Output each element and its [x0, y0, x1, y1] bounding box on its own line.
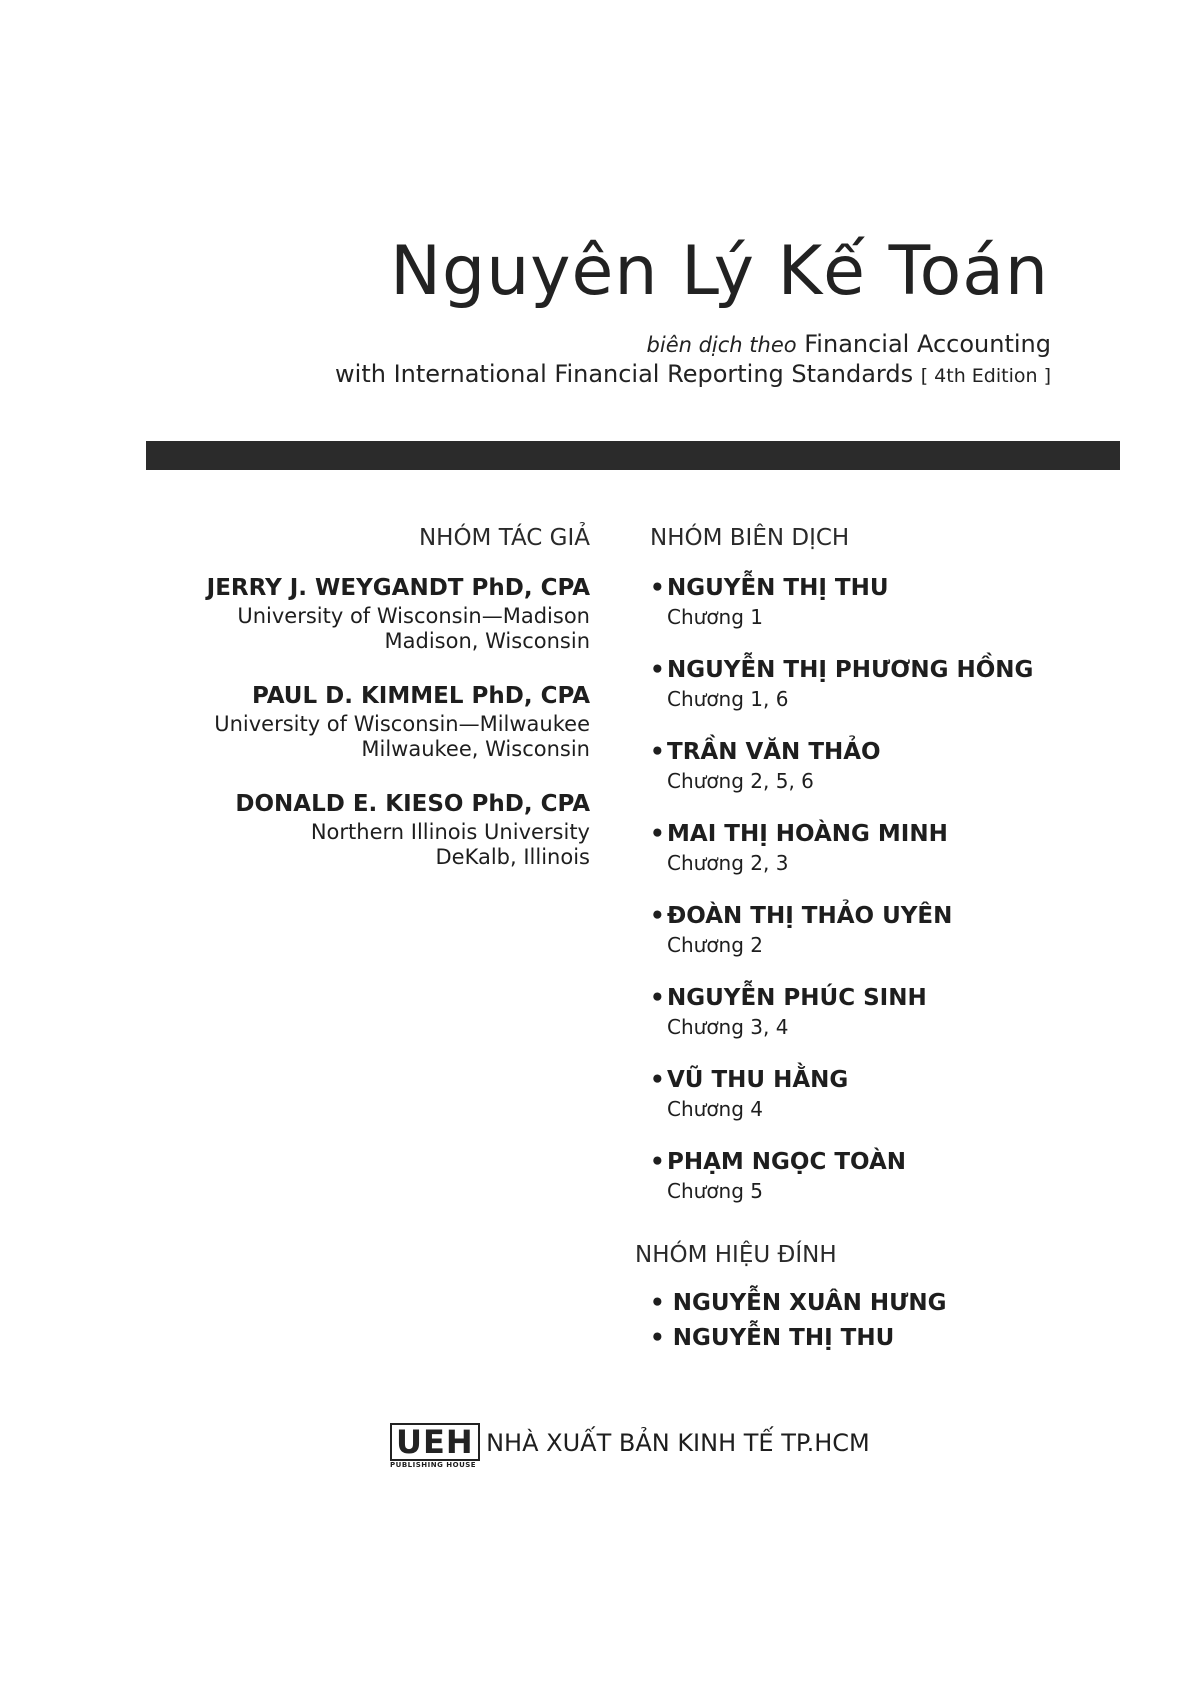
translator-chapters: Chương 1: [667, 605, 764, 629]
subtitle-line-1: [647, 330, 1051, 358]
editors-heading: NHÓM HIỆU ĐÍNH: [635, 1242, 837, 1268]
author-entry: [170, 572, 590, 654]
translator-chapters: Chương 4: [667, 1097, 764, 1121]
authors-section: [170, 525, 590, 896]
author-affiliation: Northern Illinois University: [310, 820, 590, 844]
translator-entry: [650, 900, 1070, 958]
bullet-icon: •: [650, 903, 665, 929]
translator-name: NGUYỄN THỊ PHƯƠNG HỒNG: [667, 657, 1034, 683]
author-entry: [170, 680, 590, 762]
subtitle-original-title: Financial Accounting: [804, 330, 1051, 358]
translator-entry: [650, 572, 1070, 630]
translators-heading: NHÓM BIÊN DỊCH: [650, 525, 850, 551]
author-location: DeKalb, Illinois: [435, 845, 590, 869]
translator-name: VŨ THU HẰNG: [667, 1067, 849, 1093]
translator-name: TRẦN VĂN THẢO: [667, 739, 881, 765]
bullet-icon: •: [650, 657, 665, 683]
translator-chapters: Chương 1, 6: [667, 687, 789, 711]
subtitle-line-2: [335, 360, 1051, 388]
subtitle-original-title-cont: with International Financial Reporting Standards: [335, 360, 914, 388]
translator-chapters: Chương 5: [667, 1179, 764, 1203]
publisher-logo-mark: UEH: [390, 1423, 480, 1461]
publisher-name: NHÀ XUẤT BẢN KINH TẾ TP.HCM: [486, 1429, 870, 1457]
translator-chapters: Chương 2: [667, 933, 764, 957]
editor-name: • NGUYỄN THỊ THU: [650, 1325, 895, 1351]
editors-section: [635, 1242, 1055, 1356]
translator-name: ĐOÀN THỊ THẢO UYÊN: [667, 903, 953, 929]
author-affiliation: University of Wisconsin—Milwaukee: [214, 712, 590, 736]
publisher-block: [390, 1423, 870, 1469]
translator-entry: [650, 818, 1070, 876]
editor-name: • NGUYỄN XUÂN HƯNG: [650, 1290, 947, 1316]
translator-name: MAI THỊ HOÀNG MINH: [667, 821, 948, 847]
translator-entry: [650, 736, 1070, 794]
authors-heading: NHÓM TÁC GIẢ: [418, 525, 590, 551]
subtitle-translated-from: biên dịch theo: [646, 333, 797, 357]
author-name: DONALD E. KIESO PhD, CPA: [235, 791, 590, 817]
translator-name: PHẠM NGỌC TOÀN: [667, 1149, 907, 1175]
publisher-logo: [390, 1423, 475, 1469]
author-name: JERRY J. WEYGANDT PhD, CPA: [206, 575, 590, 601]
translator-chapters: Chương 2, 3: [667, 851, 789, 875]
bullet-icon: •: [650, 575, 665, 601]
bullet-icon: •: [650, 1149, 665, 1175]
subtitle-edition: [ 4th Edition ]: [920, 365, 1051, 387]
translator-entry: [650, 1064, 1070, 1122]
author-location: Milwaukee, Wisconsin: [361, 737, 590, 761]
author-affiliation: University of Wisconsin—Madison: [237, 604, 590, 628]
translator-chapters: Chương 3, 4: [667, 1015, 789, 1039]
editors-list: [635, 1286, 1055, 1356]
translator-entry: [650, 982, 1070, 1040]
author-entry: [170, 788, 590, 870]
author-name: PAUL D. KIMMEL PhD, CPA: [251, 683, 590, 709]
bullet-icon: •: [650, 739, 665, 765]
translators-section: [650, 525, 1070, 1228]
bullet-icon: •: [650, 821, 665, 847]
translator-entry: [650, 1146, 1070, 1204]
translator-entry: [650, 654, 1070, 712]
translator-name: NGUYỄN PHÚC SINH: [667, 985, 927, 1011]
decorative-band: [146, 441, 1120, 470]
bullet-icon: •: [650, 985, 665, 1011]
author-location: Madison, Wisconsin: [384, 629, 590, 653]
bullet-icon: •: [650, 1067, 665, 1093]
translator-name: NGUYỄN THỊ THU: [667, 575, 889, 601]
translator-chapters: Chương 2, 5, 6: [667, 769, 814, 793]
publisher-logo-subtext: PUBLISHING HOUSE: [390, 1461, 477, 1469]
book-title: Nguyên Lý Kế Toán: [390, 232, 1049, 311]
